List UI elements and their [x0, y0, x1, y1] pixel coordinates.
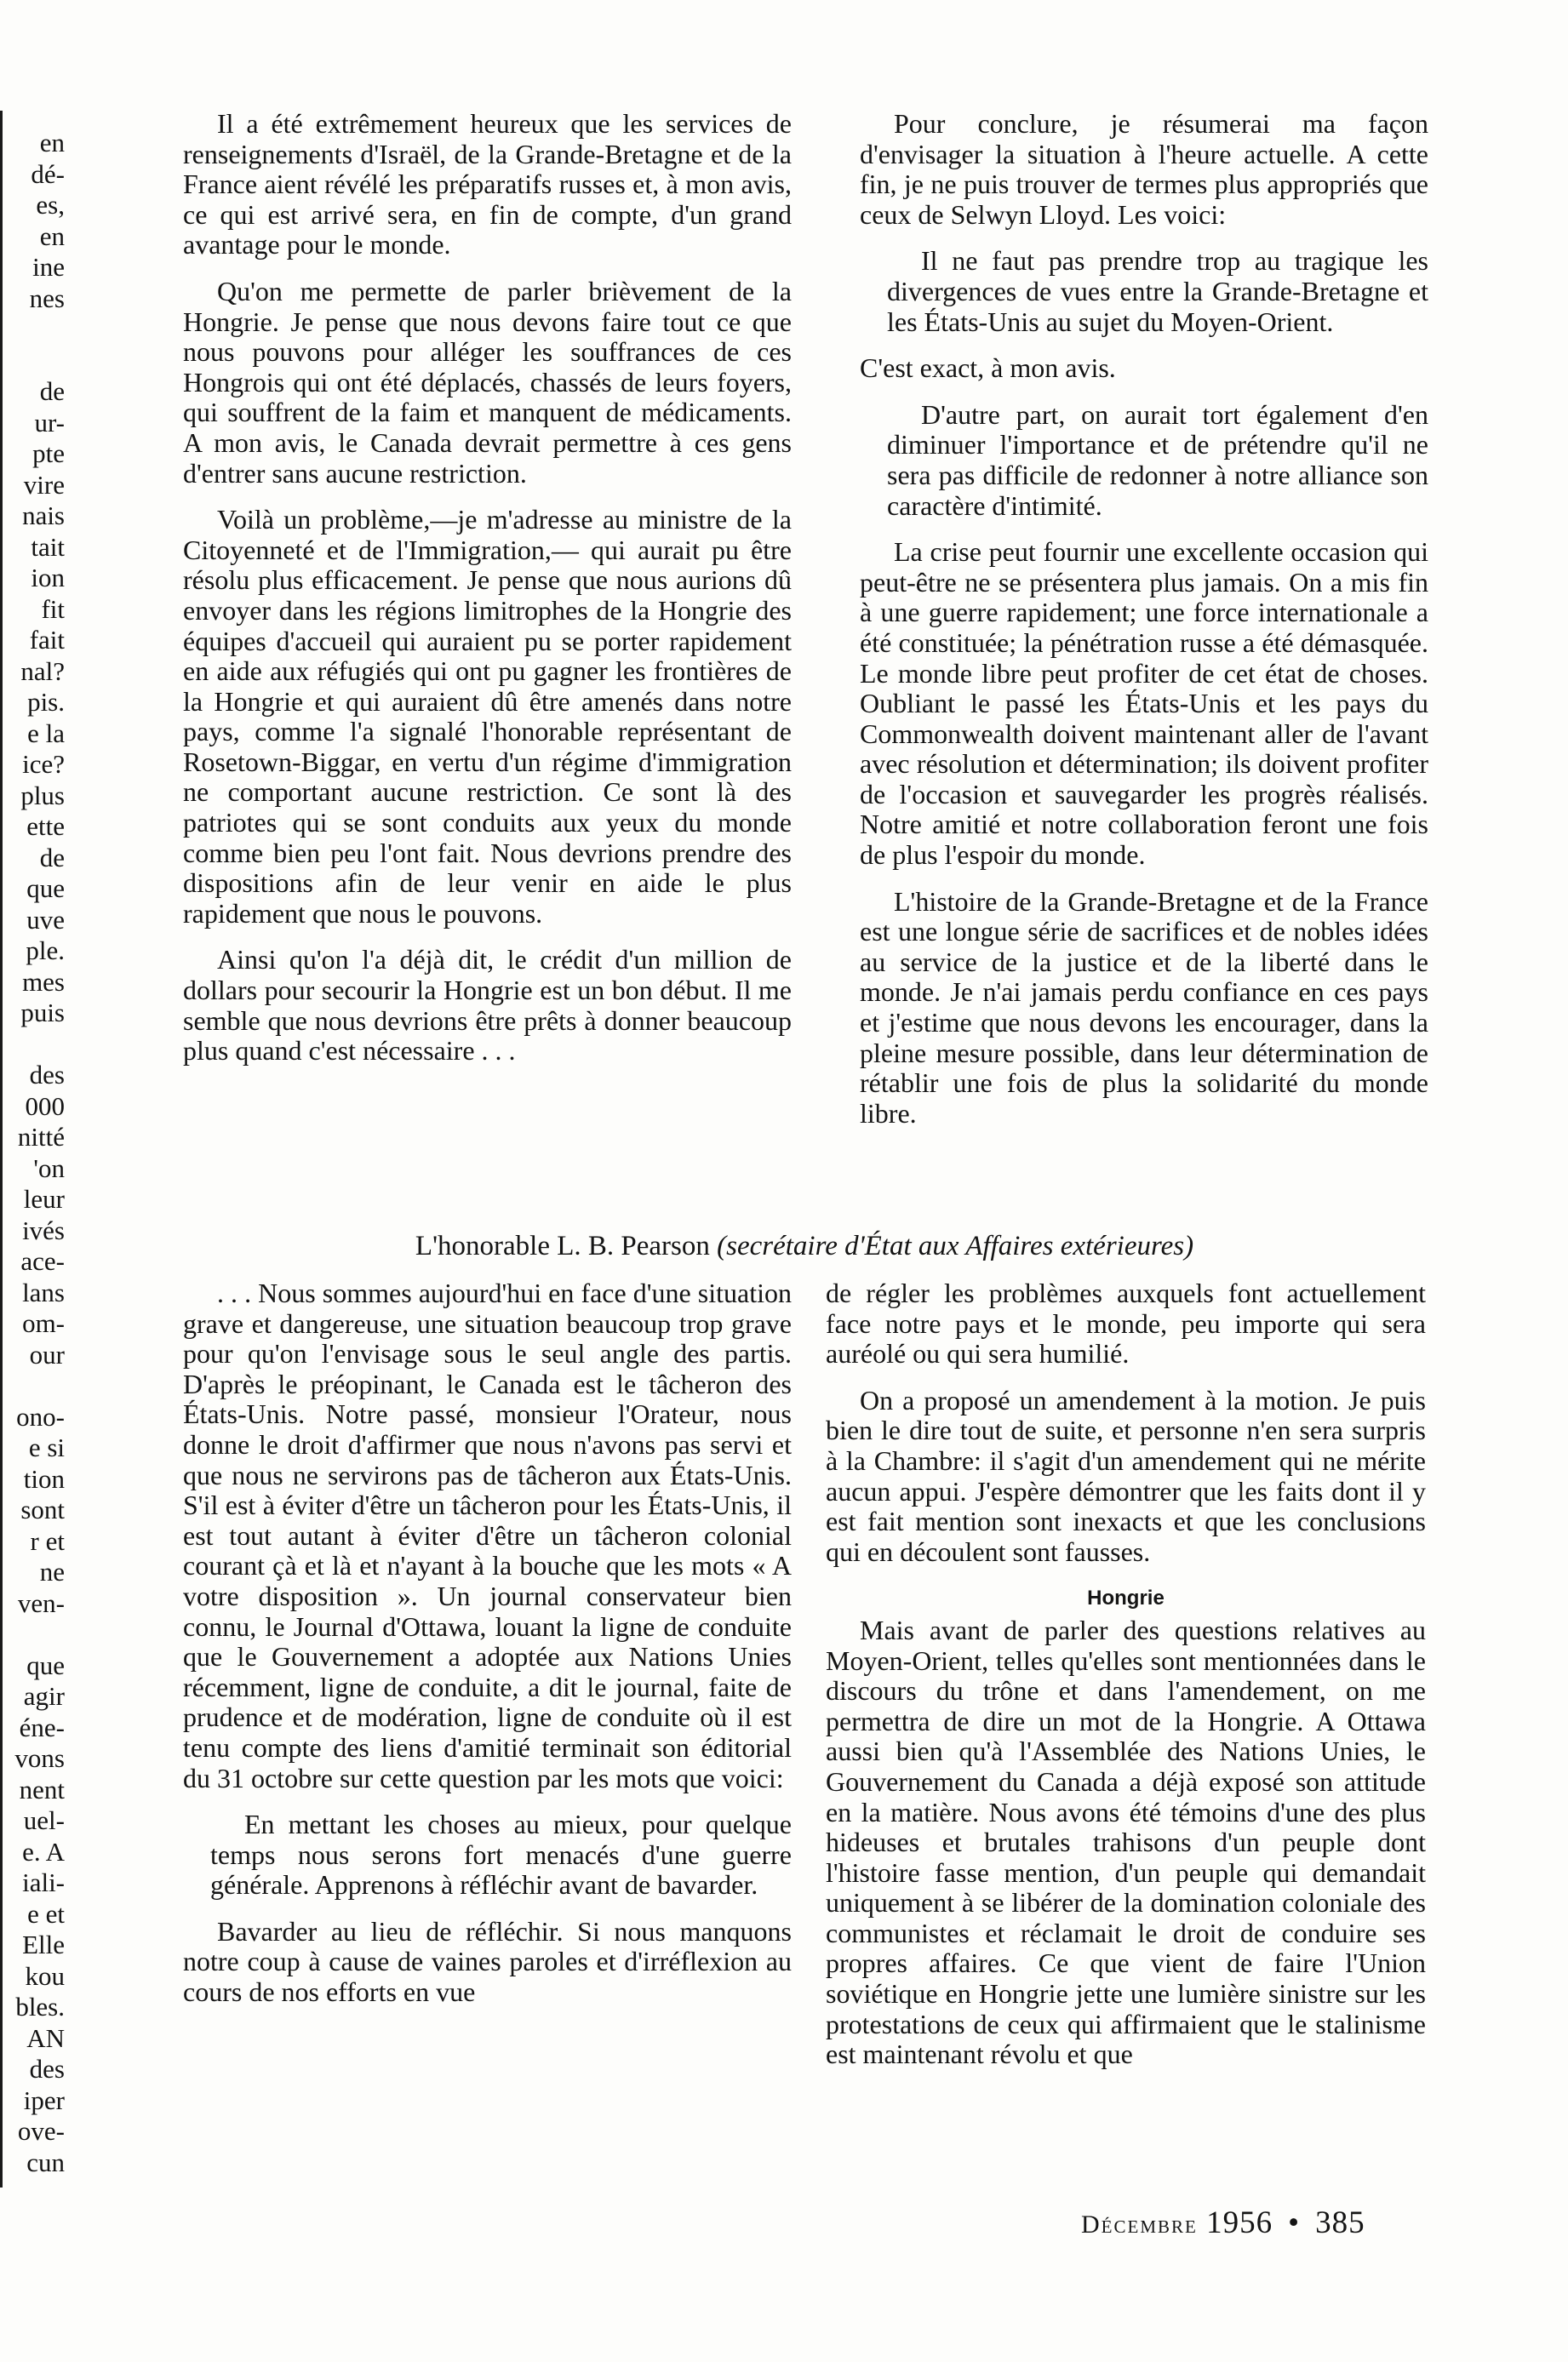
footer-separator: • [1288, 2205, 1301, 2240]
edge-fragment [3, 314, 65, 346]
edge-fragment [3, 1370, 65, 1402]
edge-fragment: nal? [20, 655, 65, 686]
edge-fragment: ette [26, 811, 65, 841]
edge-fragment: nes [29, 283, 65, 313]
column-bottom-right [826, 1278, 1426, 2086]
paragraph: C'est exact, à mon avis. [860, 352, 1116, 384]
paragraph: La crise peut fournir une excellente occasion qui peut-être ne se présentera plus jamais. On a mis fin à une guerre rapidement; une force internationale a été constituée; la pénétration russe a été démasquée. Le monde libre peut profiter de cet état de choses. Oubliant le passé les États-Unis et les pays du Commonwealth doivent maintenant aller de l'avant avec résolution et détermination; ils doivent profiter de l'occasion et sauvegarder les progrès réalisés. Notre amitié et notre collaboration feront une fois de plus l'espoir du monde. [860, 536, 1428, 871]
edge-fragment: tait [31, 531, 65, 562]
edge-fragment: nitté [17, 1122, 65, 1152]
edge-fragment: mes [22, 966, 65, 997]
edge-fragment: des [29, 1060, 65, 1089]
paragraph: Voilà un problème,—je m'adresse au ministre de la Citoyenneté et de l'Immigration,— qui aurait pu être résolu plus efficacement. Je pense que nous aurions dû envoyer dans les régions limitrophes de la Hongrie des équipes d'accueil qui auraient pu se porter rapidement en aide aux réfugiés qui ont pu gagner les frontières de la Hongrie et qui auraient dû être amenés dans notre pays, comme l'a signalé l'honorable représentant de Rosetown-Biggar, en vertu d'un régime d'immigration ne comportant aucune restriction. Ce sont là des patriotes qui se sont conduits aux yeux du monde comme bien peu l'ont fait. Nous devrions prendre des dispositions afin de leur venir en aide le plus rapidement que nous le pouvons. [183, 504, 792, 929]
speaker-title: (secrétaire d'État aux Affaires extérieures) [717, 1231, 1194, 1261]
page-footer [1081, 2205, 1481, 2241]
edge-fragment: bles. [15, 1992, 65, 2022]
edge-fragment: ven- [17, 1587, 65, 1618]
paragraph: de régler les problèmes auxquels font actuellement face notre pays et le monde, peu importe qui sera auréolé ou qui sera humilié. [826, 1278, 1426, 1370]
edge-fragment: en [39, 220, 65, 251]
edge-fragment: leur [23, 1184, 65, 1214]
column-bottom-left [183, 1278, 792, 2024]
page-edge-rule [0, 111, 3, 2188]
edge-fragment: tion [23, 1463, 65, 1494]
column-top-left [183, 109, 792, 1083]
edge-fragment: ine [32, 252, 65, 282]
edge-fragment: des [29, 2054, 65, 2084]
adjacent-page-fragments [3, 128, 65, 2178]
edge-fragment: ur- [34, 407, 65, 438]
edge-fragment: om- [22, 1308, 65, 1338]
edge-fragment: sont [20, 1495, 65, 1524]
footer-month: Décembre [1081, 2210, 1198, 2239]
edge-fragment: nent [19, 1774, 65, 1804]
edge-fragment: vons [14, 1743, 65, 1773]
edge-fragment: ace- [20, 1246, 65, 1276]
edge-fragment: éne- [19, 1712, 65, 1742]
edge-fragment: ivés [22, 1215, 65, 1245]
edge-fragment: iali- [22, 1867, 65, 1897]
edge-fragment: e et [27, 1898, 65, 1929]
edge-fragment: ono- [16, 1401, 65, 1432]
edge-fragment: vire [23, 469, 65, 500]
edge-fragment: 000 [25, 1090, 65, 1121]
edge-fragment: que [26, 1650, 65, 1680]
paragraph: On a proposé un amendement à la motion. Je puis bien le dire tout de suite, et personne n'en sera surpris à la Chambre: il s'agit d'un amendement qui ne mérite aucun appui. J'espère démontrer que les faits dont il y est fait mention sont inexacts et que les conclusions qui en découlent sont fausses. [826, 1384, 1426, 1567]
speaker-heading [183, 1231, 1426, 1262]
edge-fragment: nais [22, 500, 65, 530]
paragraph: . . . Nous sommes aujourd'hui en face d'une situation grave et dangereuse, une situation beaucoup trop grave pour qu'on l'envisage sous le seul angle des partis. D'après le préopinant, le Canada est le tâcheron des États-Unis. Notre passé, monsieur l'Orateur, nous donne le droit d'affirmer que nous n'avons pas servi et que nous ne servirons pas de tâcheron aux États-Unis. S'il est à éviter d'être un tâcheron pour les États-Unis, il est tout autant à éviter d'être un tâcheron colonial courant çà et là et n'ayant à la bouche que les mots « A votre disposition ». Un journal conservateur bien connu, le Journal d'Ottawa, louant la ligne de conduite que le Gouvernement a adoptée aux Nations Unies récemment, ligne de conduite, a dit le journal, faite de prudence et de modération, ligne de conduite où il est tenu compte des liens d'amitié terminait son éditorial du 31 octobre sur cette question par les mots que voici: [183, 1278, 792, 1793]
edge-fragment: pte [32, 438, 65, 468]
paragraph: Bavarder au lieu de réfléchir. Si nous manquons notre coup à cause de vaines paroles et d'irréflexion au cours de nos efforts en vue [183, 1915, 792, 2008]
edge-fragment: e la [27, 718, 65, 748]
edge-fragment: fit [41, 593, 65, 624]
edge-fragment: puis [20, 998, 65, 1027]
paragraph: L'histoire de la Grande-Bretagne et de la France est une longue série de sacrifices et de nobles idées au service de la justice et de la liberté dans le monde. Je n'ai jamais perdu confiance en ces pays et j'estime que nous devons les encourager, dans la pleine mesure possible, dans leur détermination de rétablir une fois de plus la solidarité du monde libre. [860, 885, 1428, 1129]
edge-fragment: ice? [22, 749, 65, 779]
edge-fragment: agir [23, 1681, 65, 1711]
edge-fragment [3, 1029, 65, 1061]
edge-fragment: ion [31, 563, 65, 592]
edge-fragment: fait [29, 625, 65, 655]
edge-fragment: ple. [26, 935, 65, 965]
paragraph: Qu'on me permette de parler brièvement de la Hongrie. Je pense que nous devons faire tout ce que nous pouvons pour alléger les souffrances de ces Hongrois qui ont été déplacés, chassés de leurs foyers, qui souffrent de la faim et manquent de médicaments. A mon avis, le Canada devrait permettre à ces gens d'entrer sans aucune restriction. [183, 275, 792, 489]
edge-fragment: iper [23, 2085, 65, 2115]
speaker-name: L'honorable L. B. Pearson [415, 1231, 710, 1261]
edge-fragment: cun [26, 2147, 65, 2177]
edge-fragment: AN [26, 2022, 65, 2053]
edge-fragment: dé- [31, 158, 65, 189]
edge-fragment: de [39, 376, 65, 406]
edge-fragment: e si [28, 1433, 65, 1462]
edge-fragment: en [39, 128, 65, 157]
edge-fragment: de [39, 842, 65, 872]
edge-fragment: uve [26, 904, 65, 935]
paragraph: Mais avant de parler des questions relatives au Moyen-Orient, telles qu'elles sont mentionnées dans le discours du trône et dans l'amendement, on me permettra de dire un mot de la Hongrie. A Ottawa aussi bien qu'à l'Assemblée des Nations Unies, le Gouvernement du Canada a déjà exposé son attitude en la matière. Nous avons été témoins d'une des plus hideuses et brutales trahisons d'un peuple dont l'histoire fasse mention, d'un peuple qui demandait uniquement à se libérer de la domination coloniale des communistes et réclamait le droit de conduire ses propres affaires. Ce que vient de faire l'Union soviétique en Hongrie jette une lumière sinistre sur les protestations de ceux qui affirmaient que le stalinisme est maintenant révolu et que [826, 1614, 1426, 2070]
edge-fragment: es, [36, 190, 65, 220]
paragraph: Ainsi qu'on l'a déjà dit, le crédit d'un million de dollars pour secourir la Hongrie est un bon début. Il me semble que nous devrions être prêts à donner beaucoup plus quand c'est nécessaire . . . [183, 944, 792, 1067]
edge-fragment [3, 346, 65, 377]
edge-fragment: pis. [27, 687, 65, 717]
edge-fragment: r et [30, 1525, 65, 1556]
edge-fragment: Elle [22, 1930, 65, 1959]
edge-fragment: ne [39, 1557, 65, 1587]
page-number: 385 [1315, 2205, 1365, 2240]
edge-fragment: que [26, 873, 65, 903]
column-top-right [860, 109, 1428, 1145]
section-heading: Hongrie [1087, 1587, 1165, 1610]
edge-fragment: e. A [22, 1836, 65, 1867]
edge-fragment [3, 1619, 65, 1650]
edge-fragment: plus [20, 780, 65, 810]
edge-fragment: uel- [23, 1805, 65, 1835]
edge-fragment: 'on [33, 1152, 65, 1183]
edge-fragment: ove- [17, 2116, 65, 2146]
block-quote: D'autre part, on aurait tort également d'en diminuer l'importance et de prétendre qu'il ne sera pas difficile de redonner à notre alliance son caractère d'intimité. [887, 398, 1428, 521]
paragraph: Il a été extrêmement heureux que les services de renseignements d'Israël, de la Grande-Bretagne et de la France aient révélé les préparatifs russes et, à mon avis, ce qui est arrivé sera, en fin de compte, d'un grand avantage pour le monde. [183, 108, 792, 260]
edge-fragment: our [29, 1339, 65, 1370]
edge-fragment: kou [25, 1960, 65, 1991]
block-quote: En mettant les choses au mieux, pour quelque temps nous serons fort menacés d'une guerre générale. Apprenons à réfléchir avant de bavarder. [210, 1809, 792, 1901]
footer-year: 1956 [1206, 2205, 1273, 2240]
edge-fragment: lans [22, 1277, 65, 1307]
paragraph: Pour conclure, je résumerai ma façon d'envisager la situation à l'heure actuelle. A cette fin, je ne puis trouver de termes plus appropriés que ceux de Selwyn Lloyd. Les voici: [860, 108, 1428, 230]
block-quote: Il ne faut pas prendre trop au tragique les divergences de vues entre la Grande-Bretagne et les États-Unis au sujet du Moyen-Orient. [887, 245, 1428, 337]
